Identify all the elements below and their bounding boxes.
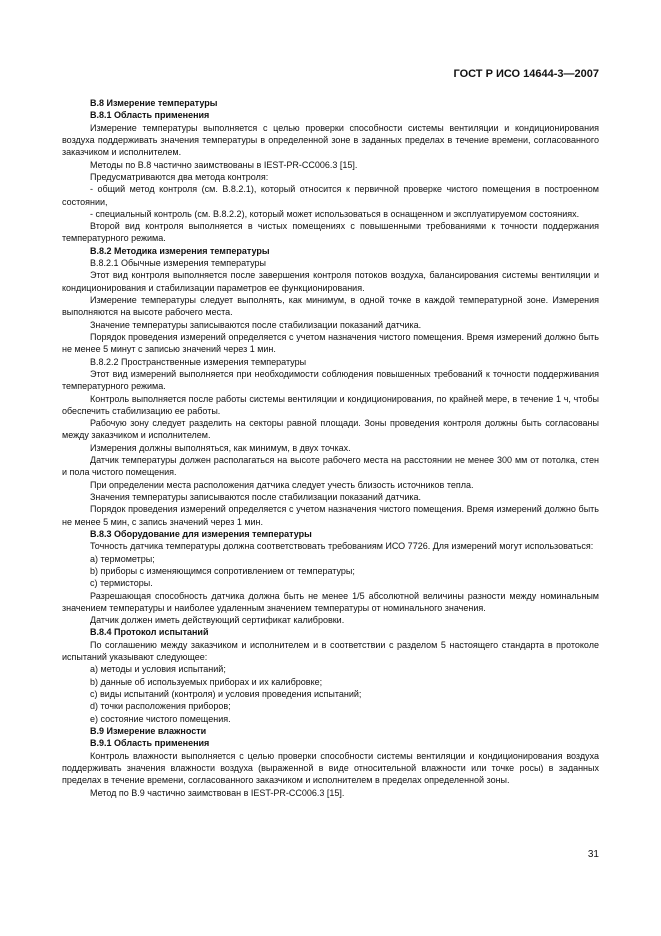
section-heading: В.8.2 Методика измерения температуры (90, 245, 270, 256)
body-paragraph: В.8.2.2 Пространственные измерения температуры (90, 356, 307, 367)
body-paragraph: Разрешающая способность датчика должна быть не менее 1/5 абсолютной величины разности между номинальным значением температуры и наиболее удаленным значением температуры от номинального значения. (62, 590, 599, 613)
body-paragraph: Предусматриваются два метода контроля: (90, 171, 269, 182)
section-heading: В.8.4 Протокол испытаний (90, 627, 209, 638)
body-paragraph: Контроль влажности выполняется с целью проверки способности системы вентиляции и кондиционирования воздуха поддерживать значения влажности воздуха (выраженной в виде относительной влажности или точке росы) в заданных пределах в течение времени, согласованного заказчиком и исполнителем в пределах определенной зоны. (62, 750, 599, 786)
body-paragraph: c) виды испытаний (контроля) и условия проведения испытаний; (90, 689, 362, 699)
body-paragraph: По соглашению между заказчиком и исполнителем и в соответствии с разделом 5 настоящего стандарта в протоколе испытаний указывают следующее: (62, 639, 599, 663)
body-paragraph: b) данные об используемых приборах и их калибровке; (90, 676, 323, 687)
section-heading: В.8.1 Область применения (90, 110, 210, 121)
body-paragraph: Измерение температуры следует выполнять, как минимум, в одной точке в каждой температурной зоне. Измерения выполняются на высоте рабочего места. (62, 295, 599, 318)
body-paragraph: Этот вид измерений выполняется при необходимости соблюдения повышенных требований к точности поддерживания температурного режима. (62, 368, 599, 392)
body-paragraph: Датчик температуры должен располагаться на высоте рабочего места на расстоянии не менее 300 мм от потолка, стен и пола чистого помещения. (62, 455, 599, 478)
body-paragraph: e) состояние чистого помещения. (90, 713, 231, 724)
page-number: 31 (587, 849, 599, 860)
body-paragraph: Метод по В.9 частично заимствован в IEST-PR-CC006.3 [15]. (90, 787, 345, 798)
document-body (62, 97, 599, 799)
section-heading: В.9.1 Область применения (90, 738, 210, 749)
body-paragraph: Второй вид контроля выполняется в чистых помещениях с повышенными требованиями к точности поддержания температурного режима. (62, 221, 599, 244)
body-paragraph: Датчик должен иметь действующий сертификат калибровки. (90, 615, 345, 626)
section-heading: В.8.3 Оборудование для измерения температуры (90, 528, 312, 539)
section-heading: В.9 Измерение влажности (90, 725, 207, 736)
body-paragraph: c) термисторы. (90, 578, 153, 589)
body-paragraph: a) методы и условия испытаний; (90, 664, 226, 675)
body-paragraph: Порядок проведения измерений определяется с учетом назначения чистого помещения. Время измерений должно быть не менее 5 мин, с запись значений через 1 мин. (62, 504, 599, 527)
body-paragraph: d) точки расположения приборов; (90, 701, 231, 712)
body-paragraph: Этот вид контроля выполняется после завершения контроля потоков воздуха, балансирования системы вентиляции и кондиционирования и стабилизации параметров ее функционирования. (62, 270, 599, 293)
body-paragraph: Точность датчика температуры должна соответствовать требованиям ИСО 7726. Для измерений могут использоваться: (90, 541, 594, 552)
body-paragraph: Измерения должны выполняться, как минимум, в двух точках. (90, 442, 351, 453)
body-paragraph: При определении места расположения датчика следует учесть близость источников тепла. (90, 479, 474, 490)
body-paragraph: b) приборы с изменяющимся сопротивлением от температуры; (90, 565, 355, 576)
body-paragraph: - общий метод контроля (см. В.8.2.1), который относится к первичной проверке чистого помещения в построенном состоянии, (62, 184, 599, 207)
body-paragraph: Рабочую зону следует разделить на секторы равной площади. Зоны проведения контроля должны быть согласованы между заказчиком и исполнителем. (62, 418, 599, 441)
body-paragraph: а) термометры; (90, 553, 155, 564)
body-paragraph: - специальный контроль (см. В.8.2.2), который может использоваться в оснащенном и эксплуатируемом состояниях. (90, 208, 580, 219)
body-paragraph: Порядок проведения измерений определяется с учетом назначения чистого помещения. Время измерений должно быть не менее 5 минут с записью значений через 1 мин. (62, 331, 599, 355)
body-paragraph: Значение температуры записываются после стабилизации показаний датчика. (90, 319, 422, 330)
body-paragraph: Измерение температуры выполняется с целью проверки способности системы вентиляции и кондиционирования воздуха поддерживать значения температуры в определенной зоне в заданных пределах в течение времени, согласованного заказчиком и исполнителем. (62, 122, 599, 158)
document-id-header: ГОСТ Р ИСО 14644-3—2007 (453, 68, 599, 80)
body-paragraph: Контроль выполняется после работы системы вентиляции и кондиционирования, по крайней мере, в течение 1 ч, чтобы обеспечить стабилизацию ее работы. (62, 393, 599, 416)
body-paragraph: Методы по В.8 частично заимствованы в IEST-PR-CC006.3 [15]. (90, 159, 358, 170)
body-paragraph: Значения температуры записываются после стабилизации показаний датчика. (90, 492, 421, 502)
section-heading: В.8 Измерение температуры (90, 98, 218, 108)
body-paragraph: В.8.2.1 Обычные измерения температуры (90, 258, 267, 269)
